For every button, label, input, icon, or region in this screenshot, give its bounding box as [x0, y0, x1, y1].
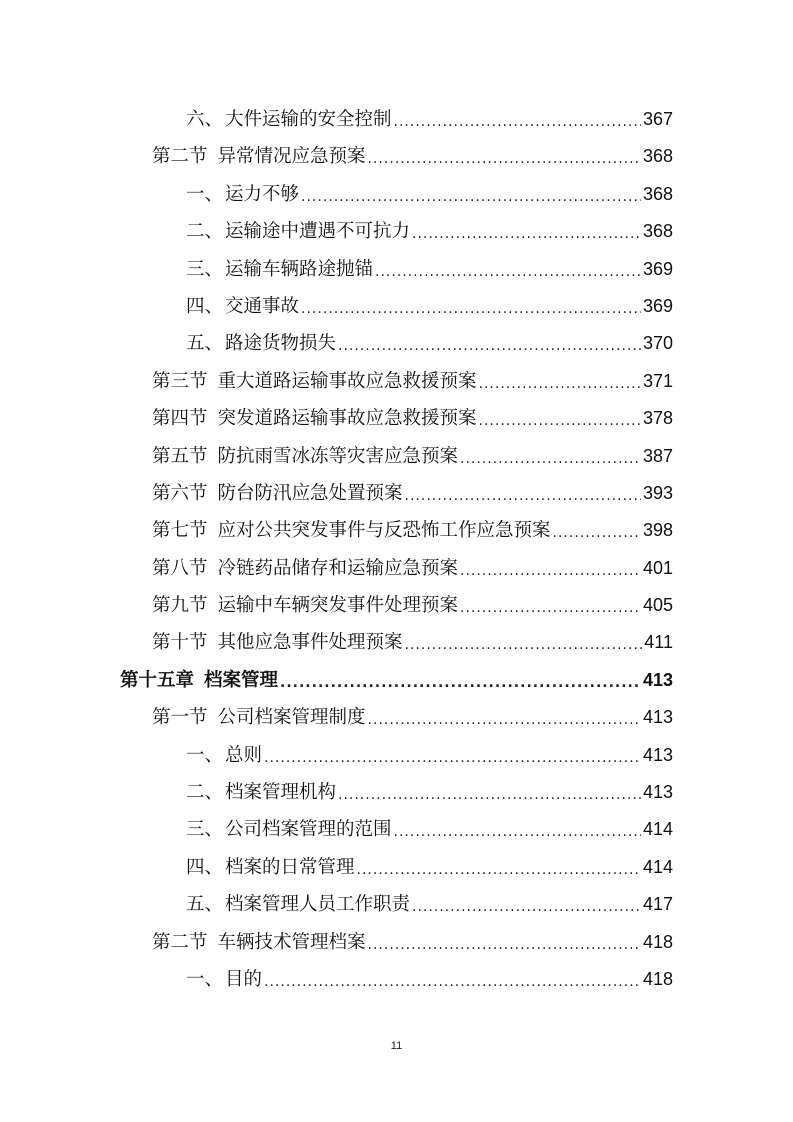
toc-entry-number: 第八节	[152, 557, 208, 579]
toc-entry-number: 第六节	[152, 482, 208, 504]
toc-entry-page-number: 371	[642, 370, 673, 391]
toc-entry-label	[152, 138, 366, 175]
toc-entry-label	[186, 213, 410, 250]
toc-entry-page-number: 393	[642, 482, 673, 503]
toc-entry-page-number: 414	[642, 856, 673, 877]
toc-entry[interactable]	[0, 363, 793, 400]
toc-entry[interactable]	[0, 886, 793, 923]
toc-dot-leader	[264, 740, 641, 777]
toc-entry-label	[186, 251, 373, 288]
toc-entry-number: 第二节	[152, 931, 208, 953]
toc-entry-title: 公司档案管理制度	[217, 707, 366, 729]
toc-entry[interactable]	[0, 550, 793, 587]
toc-entry[interactable]	[0, 251, 793, 288]
toc-entry-label	[186, 288, 299, 325]
toc-entry-page-number: 413	[642, 744, 673, 765]
toc-entry-label	[152, 587, 458, 624]
toc-entry-label	[186, 811, 392, 848]
toc-entry[interactable]	[0, 512, 793, 549]
toc-entry-label	[186, 961, 262, 998]
toc-entry-number: 二、	[186, 221, 224, 243]
toc-entry-number: 第一节	[152, 707, 208, 729]
toc-entry-title: 运输中车辆突发事件处理预案	[217, 595, 459, 617]
toc-dot-leader	[479, 403, 641, 440]
toc-entry-number: 二、	[186, 782, 224, 804]
toc-entry-title: 运输途中遭遇不可抗力	[225, 221, 411, 243]
page-number: 11	[390, 1040, 403, 1052]
toc-entry[interactable]	[0, 475, 793, 512]
toc-dot-leader	[368, 702, 641, 739]
toc-entry-number: 四、	[186, 856, 224, 878]
toc-entry-page-number: 413	[642, 707, 673, 728]
toc-entry-title: 突发道路运输事故应急救援预案	[217, 408, 477, 430]
toc-entry-page-number: 411	[644, 632, 673, 653]
toc-entry-page-number: 378	[642, 408, 673, 429]
toc-entry[interactable]	[0, 400, 793, 437]
toc-entry-number: 第二节	[152, 146, 208, 168]
toc-entry-title: 防抗雨雪冰冻等灾害应急预案	[217, 445, 459, 467]
toc-entry-number: 一、	[186, 744, 224, 766]
toc-entry[interactable]	[0, 325, 793, 362]
toc-dot-leader	[394, 104, 641, 141]
toc-dot-leader	[405, 478, 641, 515]
toc-entry-label	[186, 101, 392, 138]
toc-dot-leader	[460, 553, 641, 590]
toc-entry-number: 一、	[186, 968, 224, 990]
toc-dot-leader	[338, 328, 641, 365]
toc-entry-label	[152, 624, 403, 661]
toc-entry-page-number: 368	[642, 221, 673, 242]
toc-entry[interactable]	[0, 774, 793, 811]
toc-entry-title: 运力不够	[225, 183, 300, 205]
toc-entry-number: 五、	[186, 894, 224, 916]
toc-dot-leader	[375, 254, 641, 291]
toc-dot-leader	[301, 179, 641, 216]
toc-entry[interactable]	[0, 213, 793, 250]
toc-entry-title: 公司档案管理的范围	[225, 819, 392, 841]
toc-dot-leader	[338, 777, 641, 814]
toc-entry-page-number: 417	[642, 894, 673, 915]
toc-dot-leader	[412, 889, 641, 926]
toc-entry[interactable]	[0, 138, 793, 175]
toc-entry-title: 运输车辆路途抛锚	[225, 258, 374, 280]
toc-entry[interactable]	[0, 176, 793, 213]
toc-entry-title: 防台防汛应急处置预案	[217, 482, 403, 504]
toc-dot-leader	[479, 366, 641, 403]
toc-entry-label	[186, 325, 336, 362]
toc-entry-page-number: 398	[642, 520, 673, 541]
toc-entry-page-number: 368	[642, 183, 673, 204]
toc-entry-page-number: 413	[642, 669, 673, 690]
toc-entry-label	[186, 849, 355, 886]
toc-entry[interactable]	[0, 699, 793, 736]
toc-entry-number: 第四节	[152, 408, 208, 430]
toc-entry[interactable]	[0, 624, 793, 661]
toc-entry-title: 车辆技术管理档案	[217, 931, 366, 953]
toc-entry-number: 一、	[186, 183, 224, 205]
toc-entry-title: 大件运输的安全控制	[225, 109, 392, 130]
toc-entry-page-number: 418	[642, 931, 673, 952]
toc-entry-number: 第三节	[152, 370, 208, 392]
toc-entry-title: 其他应急事件处理预案	[217, 632, 403, 654]
toc-entry-number: 第九节	[152, 595, 208, 617]
toc-entry-number: 第十五章	[120, 669, 195, 691]
toc-entry-page-number: 369	[642, 258, 673, 279]
toc-entry-label	[152, 475, 403, 512]
toc-dot-leader	[301, 291, 641, 328]
toc-entry-number: 第七节	[152, 520, 208, 542]
toc-entry[interactable]	[0, 438, 793, 475]
toc-entry-label	[152, 400, 477, 437]
toc-entry-number: 六、	[186, 109, 224, 130]
toc-entry-label	[152, 512, 551, 549]
toc-entry[interactable]	[0, 811, 793, 848]
toc-entry-title: 应对公共突发事件与反恐怖工作应急预案	[217, 520, 551, 542]
toc-entry-title: 档案管理机构	[225, 782, 337, 804]
toc-entry-page-number: 418	[642, 968, 673, 989]
toc-dot-leader	[368, 927, 641, 964]
toc-dot-leader	[368, 141, 641, 178]
toc-entry-label	[120, 662, 278, 699]
toc-entry-label	[152, 924, 366, 961]
toc-dot-leader	[280, 665, 641, 702]
toc-entry[interactable]	[0, 849, 793, 886]
toc-entry-page-number: 413	[642, 782, 673, 803]
toc-entry-page-number: 370	[642, 333, 673, 354]
toc-dot-leader	[412, 216, 641, 253]
toc-entry-page-number: 414	[642, 819, 673, 840]
toc-entry[interactable]	[0, 961, 793, 998]
toc-entry-title: 档案管理	[204, 669, 279, 691]
toc-dot-leader	[553, 515, 641, 552]
toc-entry-number: 第五节	[152, 445, 208, 467]
toc-dot-leader	[405, 627, 643, 664]
toc-entry-title: 档案管理人员工作职责	[225, 894, 411, 916]
toc-entry[interactable]	[0, 587, 793, 624]
toc-entry-page-number: 367	[642, 109, 673, 129]
toc-entry-title: 总则	[225, 744, 263, 766]
toc-entry-label	[152, 438, 458, 475]
toc-entry[interactable]	[0, 924, 793, 961]
toc-entry-page-number: 368	[642, 146, 673, 167]
toc-entry-title: 重大道路运输事故应急救援预案	[217, 370, 477, 392]
toc-entry-title: 路途货物损失	[225, 333, 337, 355]
toc-entry-label	[152, 550, 458, 587]
toc-entry-number: 五、	[186, 333, 224, 355]
toc-entry-number: 四、	[186, 295, 224, 317]
toc-entry[interactable]	[0, 101, 793, 138]
toc-dot-leader	[264, 964, 641, 1001]
toc-entry-page-number: 405	[642, 595, 673, 616]
toc-entry-label	[186, 774, 336, 811]
toc-entry-number: 三、	[186, 258, 224, 280]
toc-entry-page-number: 401	[642, 557, 673, 578]
toc-entry-title: 交通事故	[225, 295, 300, 317]
toc-entry[interactable]	[0, 737, 793, 774]
toc-entry-page-number: 369	[642, 295, 673, 316]
toc-entry-number: 三、	[186, 819, 224, 841]
toc-entry-label	[186, 737, 262, 774]
table-of-contents	[0, 101, 793, 998]
toc-entry-number: 第十节	[152, 632, 208, 654]
toc-dot-leader	[357, 852, 641, 889]
toc-entry-page-number: 387	[642, 445, 673, 466]
toc-entry-title: 异常情况应急预案	[217, 146, 366, 168]
toc-dot-leader	[460, 590, 641, 627]
toc-entry[interactable]	[0, 662, 793, 699]
toc-dot-leader	[460, 441, 641, 478]
toc-entry-title: 冷链药品储存和运输应急预案	[217, 557, 459, 579]
toc-dot-leader	[394, 814, 641, 851]
toc-entry-label	[152, 363, 477, 400]
toc-entry-label	[186, 176, 299, 213]
toc-entry-label	[186, 886, 410, 923]
toc-entry-title: 目的	[225, 968, 263, 990]
toc-entry-title: 档案的日常管理	[225, 856, 355, 878]
toc-entry-label	[152, 699, 366, 736]
toc-entry[interactable]	[0, 288, 793, 325]
